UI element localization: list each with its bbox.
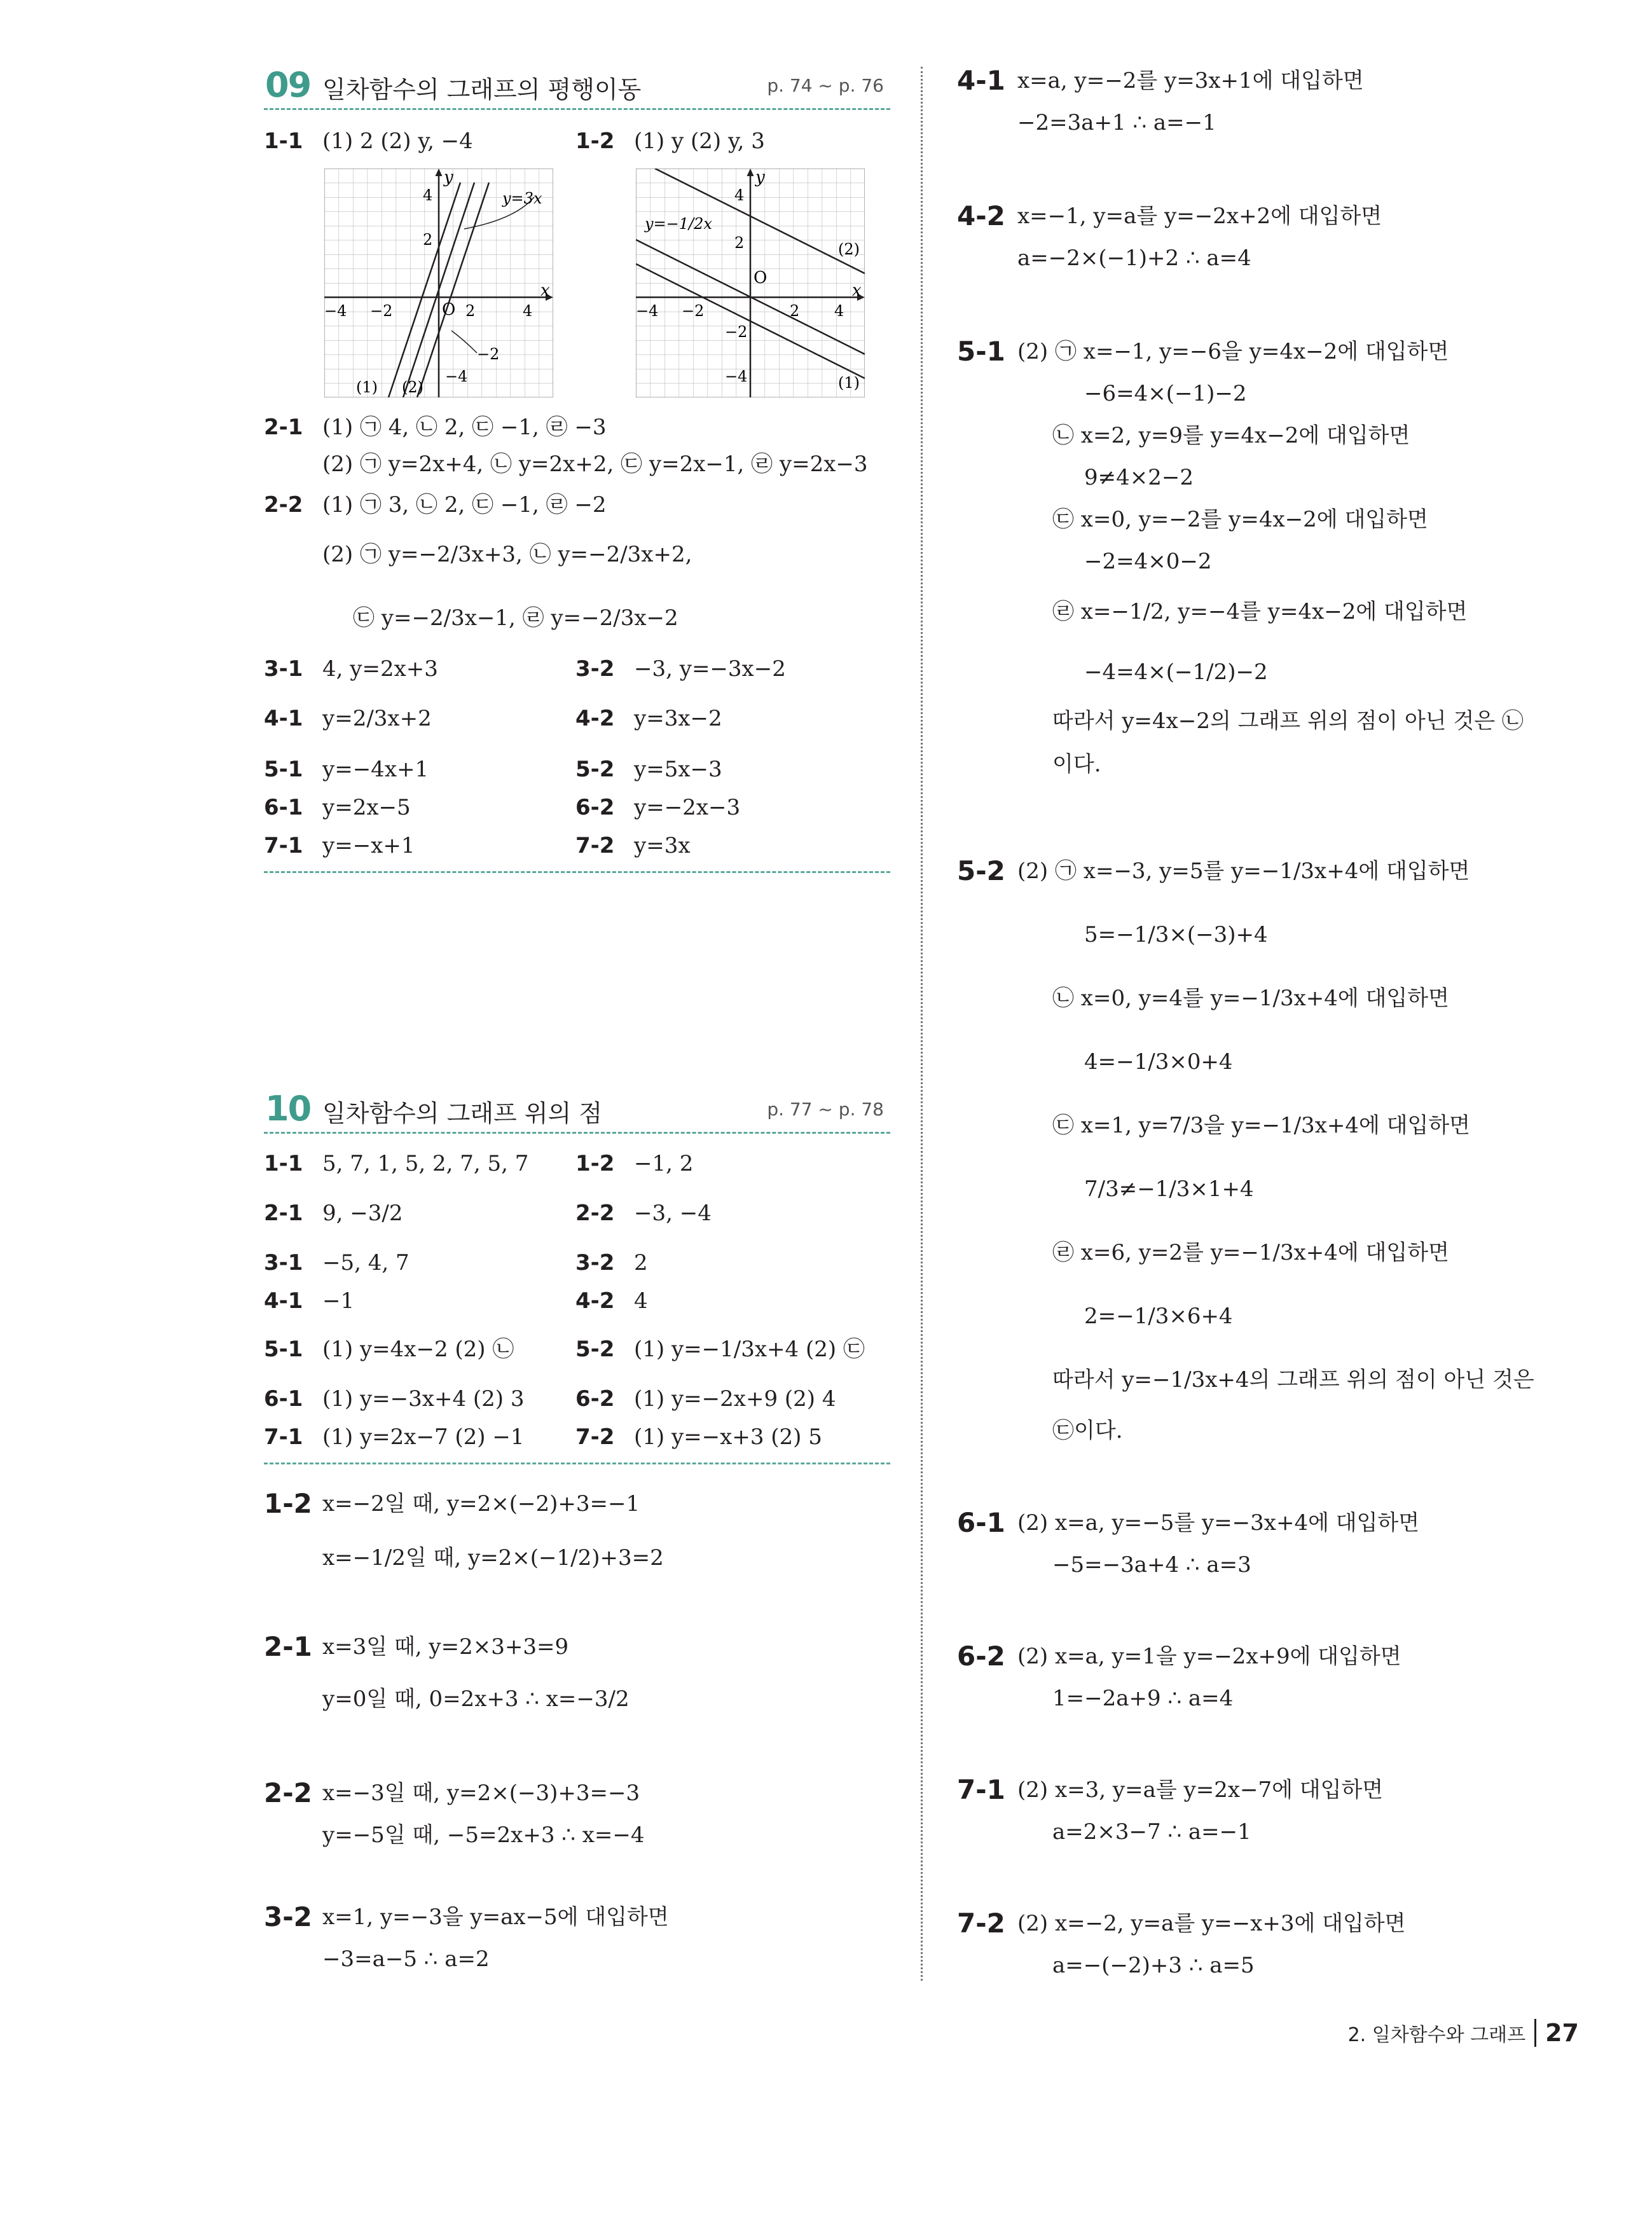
solution-line: ㉡ x=2, y=9를 y=4x−2에 대입하면 (1052, 423, 1410, 448)
line-label-1: (1) (838, 374, 860, 392)
item-answer: −3, y=−3x−2 (634, 656, 786, 682)
item-label: 4-1 (264, 1288, 303, 1314)
item-answer: (1) y=−1/3x+4 (2) ㉢ (634, 1337, 865, 1362)
item-answer: −1 (322, 1288, 355, 1314)
graph-1-2 (636, 169, 865, 397)
origin-label: O (442, 300, 456, 319)
item-answer: 4 (634, 1288, 648, 1314)
solution-line: y=−5일 때, −5=2x+3 ∴ x=−4 (322, 1822, 645, 1848)
solution-line: (2) x=a, y=−5를 y=−3x+4에 대입하면 (1017, 1510, 1420, 1536)
solution-line: a=2×3−7 ∴ a=−1 (1052, 1819, 1251, 1845)
section-divider (264, 1463, 890, 1464)
item-answer: 9, −3/2 (322, 1201, 403, 1226)
solution-line: x=−3일 때, y=2×(−3)+3=−3 (322, 1780, 640, 1806)
y-axis-label: y (444, 169, 453, 187)
column-divider (921, 67, 923, 1981)
solution-line: (2) x=3, y=a를 y=2x−7에 대입하면 (1017, 1777, 1384, 1803)
y-axis-label: y (755, 169, 765, 187)
tick-label: −4 (324, 302, 347, 320)
item-answer: y=−2x−3 (634, 795, 741, 820)
tick-label: −4 (636, 302, 659, 320)
tick-label: 2 (465, 302, 476, 320)
solution-label: 3-2 (264, 1901, 312, 1932)
item-label: 3-1 (264, 1250, 303, 1276)
solution-line: −4=4×(−1/2)−2 (1084, 659, 1268, 685)
solution-line: x=−1, y=a를 y=−2x+2에 대입하면 (1017, 203, 1382, 229)
solution-label: 1-2 (264, 1488, 312, 1519)
section-divider (264, 871, 890, 873)
solution-line: −5=−3a+4 ∴ a=3 (1052, 1552, 1251, 1578)
solution-line: ㉣ x=−1/2, y=−4를 y=4x−2에 대입하면 (1052, 599, 1468, 624)
solution-label: 6-2 (957, 1641, 1005, 1672)
item-label: 4-1 (264, 706, 303, 731)
line-label-1: (1) (356, 378, 378, 396)
section-title: 일차함수의 그래프의 평행이동 (322, 76, 642, 104)
solution-line: (2) ㉠ x=−3, y=5를 y=−1/3x+4에 대입하면 (1017, 858, 1470, 884)
item-answer: (1) ㉠ 4, ㉡ 2, ㉢ −1, ㉣ −3 (322, 415, 607, 440)
tick-label: 4 (423, 186, 433, 204)
item-label: 2-2 (575, 1201, 615, 1226)
solution-line: x=a, y=−2를 y=3x+1에 대입하면 (1017, 68, 1364, 93)
solution-line: ㉢ x=0, y=−2를 y=4x−2에 대입하면 (1052, 507, 1428, 532)
section-number: 10 (265, 1089, 311, 1129)
section-pages: p. 74 ~ p. 76 (767, 75, 884, 96)
solution-label: 2-2 (264, 1777, 312, 1808)
item-label: 2-1 (264, 415, 303, 440)
page-number: 27 (1534, 2019, 1579, 2047)
section-pages: p. 77 ~ p. 78 (767, 1099, 884, 1120)
solution-line: x=−1/2일 때, y=2×(−1/2)+3=2 (322, 1545, 664, 1571)
function-label: y=3x (502, 189, 542, 207)
solution-line: 5=−1/3×(−3)+4 (1084, 922, 1268, 947)
tick-label: 2 (734, 234, 745, 252)
line-label-2: (2) (838, 240, 860, 258)
item-label: 6-1 (264, 1386, 303, 1412)
item-label: 6-2 (575, 795, 615, 820)
item-answer: y=5x−3 (634, 757, 722, 782)
solution-line: 2=−1/3×6+4 (1084, 1304, 1233, 1329)
graph-1-1 (324, 169, 553, 397)
solution-line: a=−2×(−1)+2 ∴ a=4 (1017, 245, 1251, 271)
solution-line: −6=4×(−1)−2 (1084, 381, 1247, 406)
solution-label: 4-1 (957, 65, 1005, 96)
item-answer: ㉢ y=−2/3x−1, ㉣ y=−2/3x−2 (353, 605, 678, 631)
tick-label: −2 (370, 302, 393, 320)
solution-line: a=−(−2)+3 ∴ a=5 (1052, 1953, 1255, 1978)
x-axis-label: x (852, 281, 862, 300)
item-label: 3-2 (575, 1250, 615, 1276)
solution-line: 4=−1/3×0+4 (1084, 1049, 1233, 1075)
item-label: 2-1 (264, 1201, 303, 1226)
chapter-title: 2. 일차함수와 그래프 (1347, 2024, 1526, 2046)
item-label: 7-2 (575, 1424, 615, 1450)
solution-label: 2-1 (264, 1631, 312, 1662)
function-label: y=−1/2x (645, 215, 712, 233)
solution-line: y=0일 때, 0=2x+3 ∴ x=−3/2 (322, 1686, 630, 1712)
item-label: 4-2 (575, 706, 615, 731)
solution-line: −2=3a+1 ∴ a=−1 (1017, 110, 1216, 135)
item-label: 6-2 (575, 1386, 615, 1412)
item-answer: (1) y=−2x+9 (2) 4 (634, 1386, 836, 1412)
item-answer: −1, 2 (634, 1151, 694, 1176)
solution-label: 6-1 (957, 1507, 1005, 1538)
item-label: 1-1 (264, 1151, 303, 1176)
item-answer: y=−4x+1 (322, 757, 429, 782)
line-label-2: (2) (402, 378, 423, 396)
section-title: 일차함수의 그래프 위의 점 (322, 1099, 603, 1127)
page-footer (1348, 2019, 1579, 2047)
solution-line: x=1, y=−3을 y=ax−5에 대입하면 (322, 1904, 669, 1930)
solution-line: ㉢이다. (1052, 1418, 1123, 1443)
tick-label: 2 (790, 302, 800, 320)
solution-line: ㉣ x=6, y=2를 y=−1/3x+4에 대입하면 (1052, 1240, 1449, 1265)
solution-line: (2) x=−2, y=a를 y=−x+3에 대입하면 (1017, 1911, 1406, 1936)
solution-line: x=3일 때, y=2×3+3=9 (322, 1634, 569, 1660)
solution-line: ㉡ x=0, y=4를 y=−1/3x+4에 대입하면 (1052, 986, 1449, 1011)
item-label: 5-2 (575, 1337, 615, 1362)
solution-label: 7-1 (957, 1774, 1005, 1805)
x-axis-label: x (540, 281, 550, 300)
solution-label: 4-2 (957, 200, 1005, 231)
item-label: 3-1 (264, 656, 303, 682)
item-label: 6-1 (264, 795, 303, 820)
item-label: 7-1 (264, 1424, 303, 1450)
solution-line: −2=4×0−2 (1084, 549, 1212, 574)
item-answer: (1) y (2) y, 3 (634, 128, 765, 154)
item-answer: 5, 7, 1, 5, 2, 7, 5, 7 (322, 1151, 529, 1176)
solution-line: 1=−2a+9 ∴ a=4 (1052, 1686, 1234, 1711)
item-answer: (1) y=2x−7 (2) −1 (322, 1424, 525, 1450)
item-answer: y=2/3x+2 (322, 706, 432, 731)
solution-line: 9≠4×2−2 (1084, 465, 1194, 490)
item-label: 1-1 (264, 128, 303, 154)
tick-label: 4 (734, 186, 745, 204)
tick-label: −2 (682, 302, 705, 320)
item-answer: (1) y=4x−2 (2) ㉡ (322, 1337, 514, 1362)
item-label: 5-1 (264, 1337, 303, 1362)
tick-label: 2 (423, 231, 433, 249)
solution-label: 5-1 (957, 336, 1005, 367)
item-answer: (1) 2 (2) y, −4 (322, 128, 473, 154)
item-answer: y=3x−2 (634, 706, 722, 731)
item-answer: (2) ㉠ y=−2/3x+3, ㉡ y=−2/3x+2, (322, 542, 692, 567)
tick-label: 4 (523, 302, 533, 320)
item-label: 5-1 (264, 757, 303, 782)
tick-label: −4 (445, 368, 468, 385)
item-label: 4-2 (575, 1288, 615, 1314)
solution-line: 이다. (1052, 752, 1101, 777)
item-answer: 2 (634, 1250, 648, 1276)
solution-label: 7-2 (957, 1908, 1005, 1939)
solution-line: 따라서 y=4x−2의 그래프 위의 점이 아닌 것은 ㉡ (1052, 708, 1524, 734)
item-answer: y=2x−5 (322, 795, 411, 820)
item-label: 7-1 (264, 833, 303, 858)
solution-line: 따라서 y=−1/3x+4의 그래프 위의 점이 아닌 것은 (1052, 1367, 1534, 1393)
item-label: 2-2 (264, 492, 303, 518)
item-answer: y=−x+1 (322, 833, 415, 858)
section-10-header (264, 1087, 890, 1134)
item-answer: (1) ㉠ 3, ㉡ 2, ㉢ −1, ㉣ −2 (322, 492, 607, 518)
origin-label: O (754, 268, 767, 287)
solution-line: (2) x=a, y=1을 y=−2x+9에 대입하면 (1017, 1644, 1401, 1669)
tick-label: −2 (725, 323, 748, 341)
item-answer: y=3x (634, 833, 691, 858)
solution-line: 7/3≠−1/3×1+4 (1084, 1176, 1254, 1202)
tick-label: 4 (834, 302, 844, 320)
solution-line: −3=a−5 ∴ a=2 (322, 1946, 490, 1972)
item-label: 5-2 (575, 757, 615, 782)
solution-line: ㉢ x=1, y=7/3을 y=−1/3x+4에 대입하면 (1052, 1113, 1471, 1138)
solution-line: x=−2일 때, y=2×(−2)+3=−1 (322, 1491, 640, 1517)
item-answer: −5, 4, 7 (322, 1250, 410, 1276)
item-answer: −3, −4 (634, 1201, 712, 1226)
item-label: 7-2 (575, 833, 615, 858)
item-answer: (1) y=−x+3 (2) 5 (634, 1424, 822, 1450)
section-number: 09 (265, 65, 311, 105)
item-answer: (2) ㉠ y=2x+4, ㉡ y=2x+2, ㉢ y=2x−1, ㉣ y=2x−3 (322, 451, 868, 477)
item-label: 1-2 (575, 1151, 615, 1176)
tick-label: −2 (477, 345, 500, 363)
item-answer: 4, y=2x+3 (322, 656, 438, 682)
item-answer: (1) y=−3x+4 (2) 3 (322, 1386, 525, 1412)
section-09-header (264, 64, 890, 110)
item-label: 1-2 (575, 128, 615, 154)
solution-label: 5-2 (957, 855, 1005, 886)
tick-label: −4 (725, 368, 748, 385)
item-label: 3-2 (575, 656, 615, 682)
solution-line: (2) ㉠ x=−1, y=−6을 y=4x−2에 대입하면 (1017, 339, 1449, 364)
